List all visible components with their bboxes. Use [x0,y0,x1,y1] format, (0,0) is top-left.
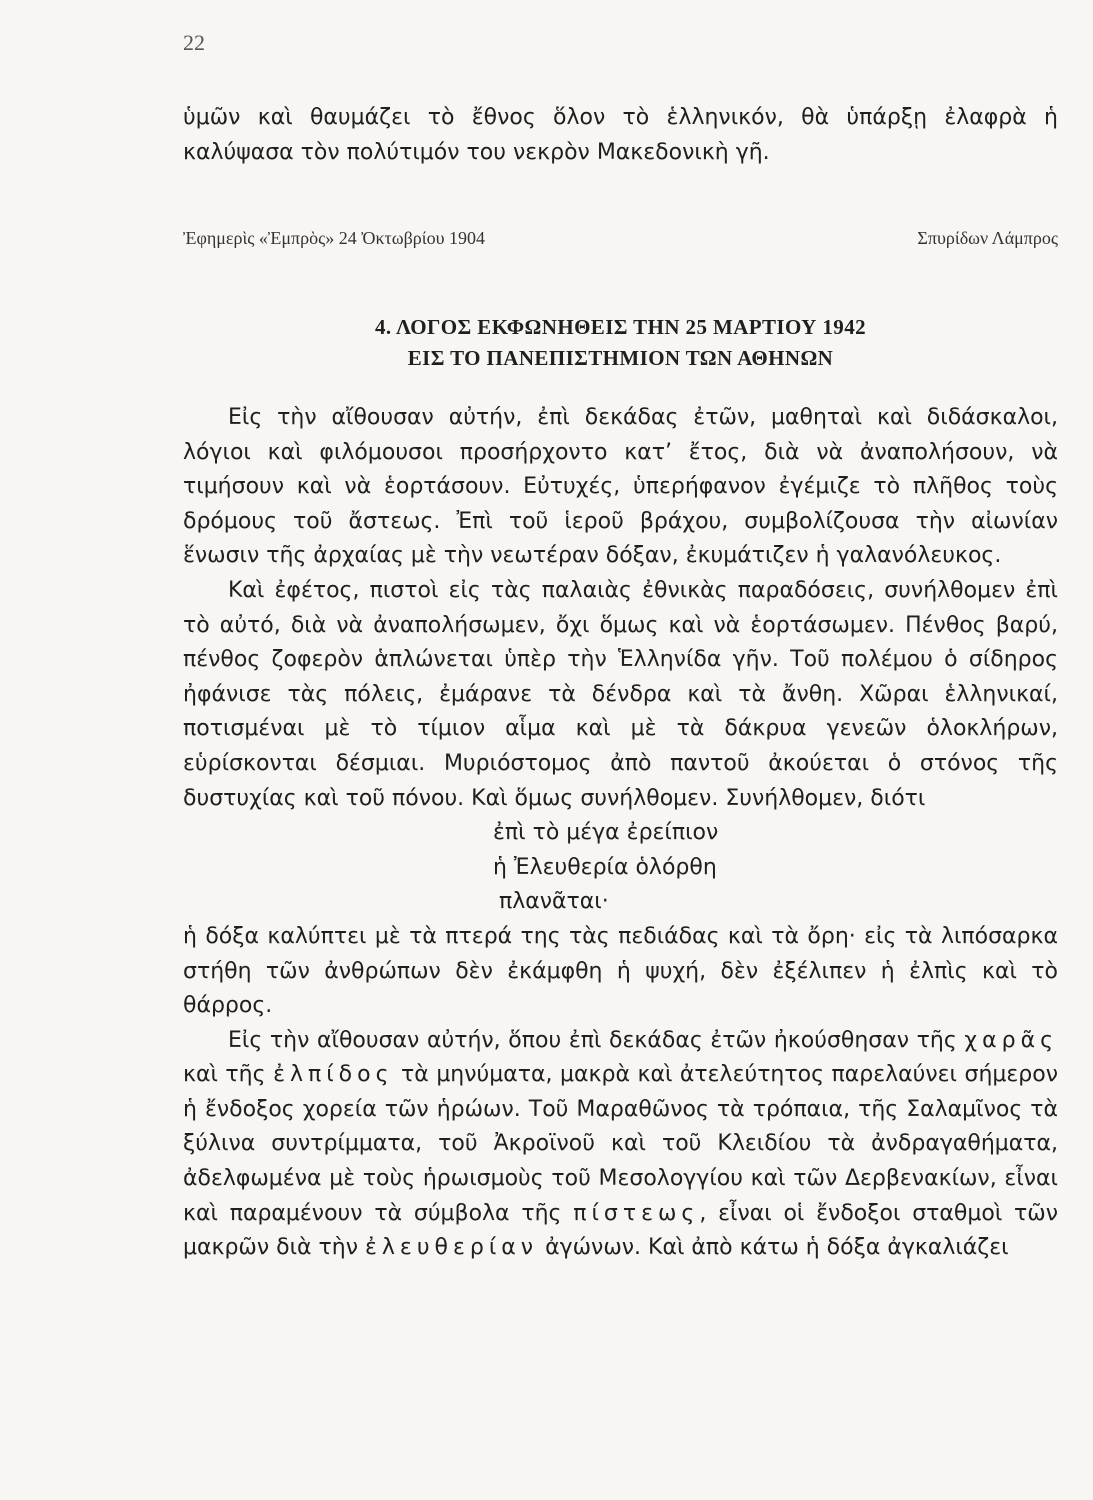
source-citation: Ἐφημερὶς «Ἐμπρὸς» 24 Ὀκτωβρίου 1904 [183,228,486,248]
p4-spaced-elpidos: ἐλπίδος [273,1062,394,1088]
p4-part-e: ἀγώνων. Καὶ ἀπὸ κάτω ἡ δόξα ἀγκαλιάζει [545,1235,1009,1261]
page-number: 22 [183,30,205,55]
p4-spaced-eleutherian: ἐλευθερίαν [365,1235,539,1261]
verse-line-3: πλανᾶται· [499,889,609,915]
intro-paragraph: ὑμῶν καὶ θαυμάζει τὸ ἔθνος ὅλον τὸ ἑλληνικόν, θὰ ὑπάρξῃ ἐλαφρὰ ἡ καλύψασα τὸν πολύτιμόν του νεκρὸν Μακεδονικὴ γῆ. [183,105,1058,165]
p4-part-b: καὶ τῆς [183,1062,266,1088]
section-title-line2: ΕΙΣ ΤΟ ΠΑΝΕΠΙΣΤΗΜΙΟΝ ΤΩΝ ΑΘΗΝΩΝ [407,346,834,370]
verse-line-1: ἐπὶ τὸ μέγα ἐρείπιον [493,820,719,846]
source-line [183,228,1058,249]
intro-text [183,101,1058,170]
p4-spaced-charas: χαρᾶς [964,1027,1058,1053]
body-paragraph-4 [183,1024,1058,1266]
section-title [183,312,1058,374]
p4-part-c: τὰ μηνύματα, μακρὰ καὶ ἀτελεύτητος παρελαύνει σήμερον ἡ ἔνδοξος χορεία τῶν ἡρώων. Τοῦ Μαραθῶνος τὰ τρόπαια, τῆς Σαλαμῖνος τὰ ξύλινα συντρίμματα, τοῦ Ἀκροϊνοῦ καὶ τοῦ Κλειδίου τὰ ἀνδραγαθήματα, ἀδελφωμένα μὲ τοὺς ἡρωισμοὺς τοῦ Μεσολογγίου καὶ τῶν Δερβενακίων, εἶναι καὶ παραμένουν τὰ σύμβολα τῆς [183,1062,1059,1226]
body-text [183,401,1058,1266]
verse-line-2: ἡ Ἐλευθερία ὁλόρθη [493,854,717,880]
body-paragraph-2: Καὶ ἐφέτος, πιστοὶ εἰς τὰς παλαιὰς ἐθνικὰς παραδόσεις, συνήλθομεν ἐπὶ τὸ αὐτό, διὰ νὰ ἀναπολήσωμεν, ὄχι ὅμως καὶ νὰ ἑορτάσωμεν. Πένθος βαρύ, πένθος ζοφερὸν ἁπλώνεται ὑπὲρ τὴν Ἑλληνίδα γῆν. Τοῦ πολέμου ὁ σίδηρος ἠφάνισε τὰς πόλεις, ἐμάρανε τὰ δένδρα καὶ τὰ ἄνθη. Χῶραι ἑλληνικαί, ποτισμέναι μὲ τὸ τίμιον αἷμα καὶ μὲ τὰ δάκρυα γενεῶν ὁλοκλήρων, εὑρίσκονται δέσμιαι. Μυριόστομος ἀπὸ παντοῦ ἀκούεται ὁ στόνος τῆς δυστυχίας καὶ τοῦ πόνου. Καὶ ὅμως συνήλθομεν. Συνήλθομεν, διότι [183,577,1058,811]
verse-block [183,816,1058,920]
body-paragraph-3: ἡ δόξα καλύπτει μὲ τὰ πτερά της τὰς πεδιάδας καὶ τὰ ὄρη· εἰς τὰ λιπόσαρκα στήθη τῶν ἀνθρώπων δὲν ἐκάμφθη ἡ ψυχή, δὲν ἐξέλιπεν ἡ ἐλπὶς καὶ τὸ θάρρος. [183,923,1058,1019]
body-paragraph-1: Εἰς τὴν αἴθουσαν αὐτήν, ἐπὶ δεκάδας ἐτῶν, μαθηταὶ καὶ διδάσκαλοι, λόγιοι καὶ φιλόμουσοι προσήρχοντο κατ’ ἔτος, διὰ νὰ ἀναπολήσουν, νὰ τιμήσουν καὶ νὰ ἑορτάσουν. Εὐτυχές, ὑπερήφανον ἐγέμιζε τὸ πλῆθος τοὺς δρόμους τοῦ ἄστεως. Ἐπὶ τοῦ ἱεροῦ βράχου, συμβολίζουσα τὴν αἰωνίαν ἕνωσιν τῆς ἀρχαίας μὲ τὴν νεωτέραν δόξαν, ἐκυμάτιζεν ἡ γαλανόλευκος. [183,405,1058,569]
p4-spaced-pisteos: πίστεως [573,1200,700,1226]
p4-part-d: , εἶναι οἱ ἔνδοξοι σταθμοὶ τῶν μακρῶν διὰ τὴν [183,1200,1058,1261]
source-author: Σπυρίδων Λάμπρος [917,228,1058,248]
section-title-line1: 4. ΛΟΓΟΣ ΕΚΦΩΝΗΘΕΙΣ ΤΗΝ 25 ΜΑΡΤΙΟΥ 1942 [375,315,866,339]
p4-part-a: Εἰς τὴν αἴθουσαν αὐτήν, ὅπου ἐπὶ δεκάδας ἐτῶν ἠκούσθησαν τῆς [228,1027,957,1053]
